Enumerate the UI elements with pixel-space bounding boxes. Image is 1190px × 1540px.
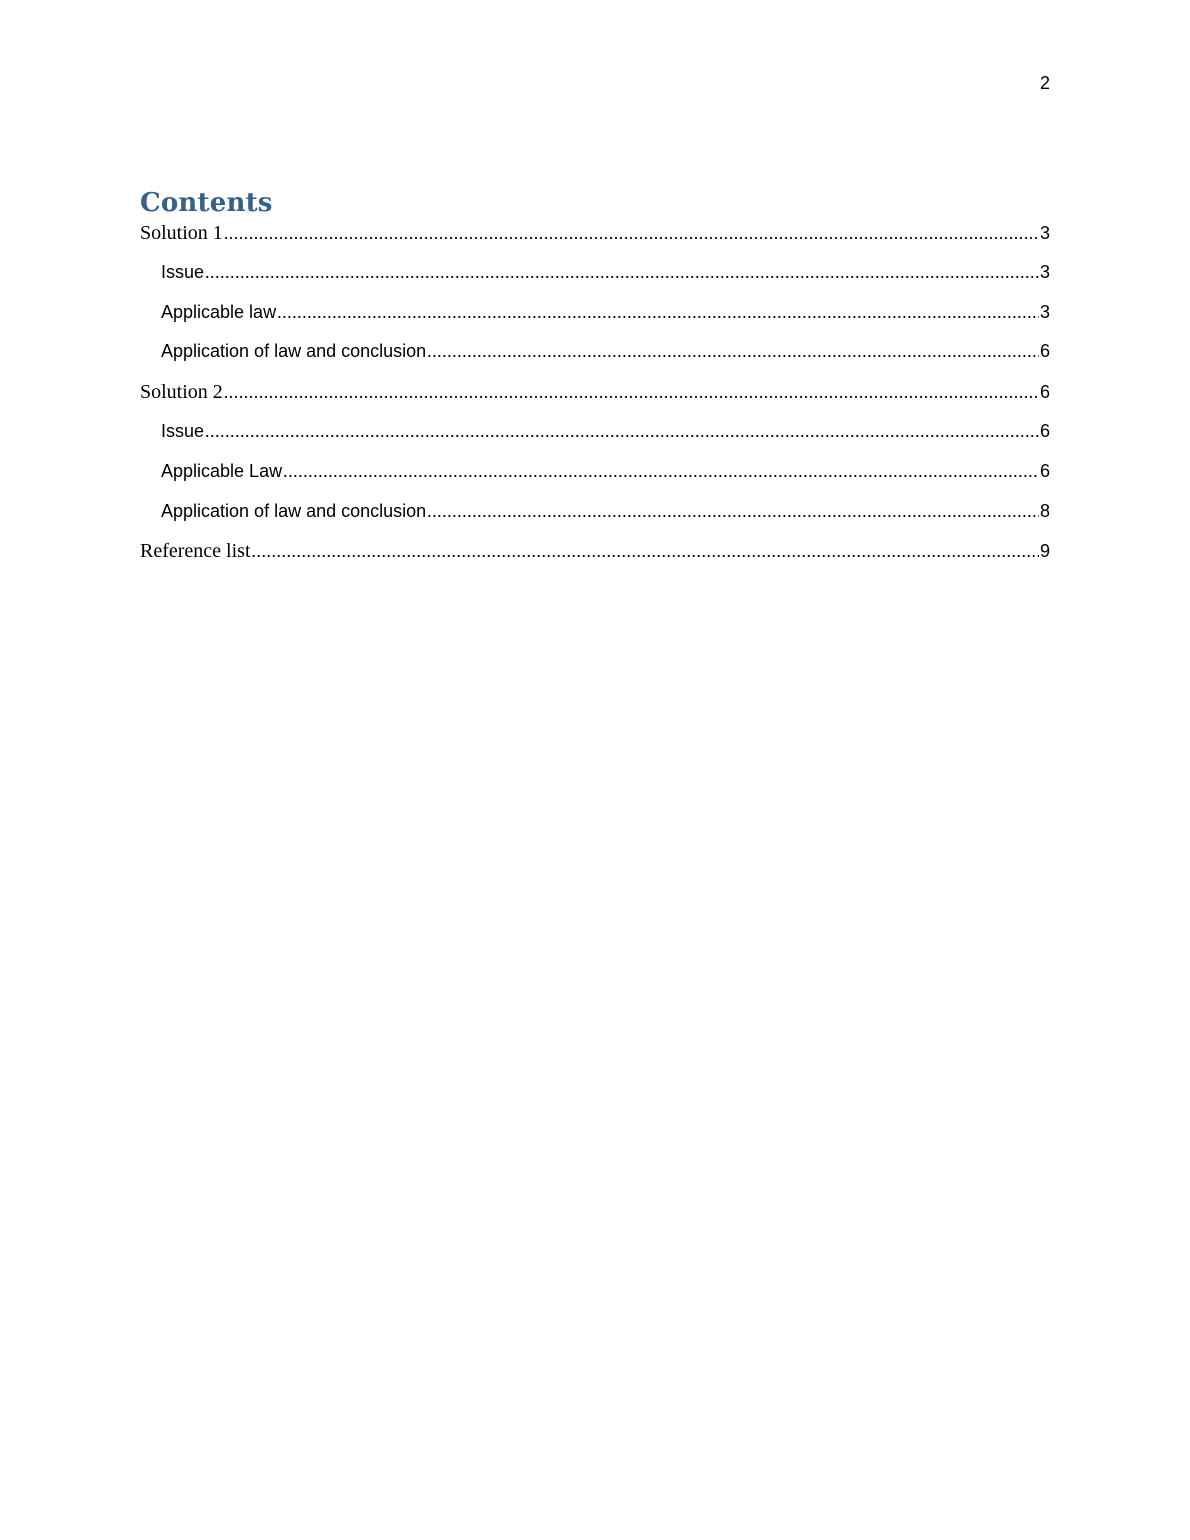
- toc-entry-label: Application of law and conclusion: [161, 341, 427, 362]
- toc-entry-solution-2[interactable]: [140, 381, 1050, 421]
- toc-entry-page: 6: [1039, 341, 1050, 362]
- toc-entry-issue-1[interactable]: [140, 262, 1050, 302]
- toc-entry-label: Applicable law: [161, 301, 277, 322]
- toc-entry-page: 3: [1039, 261, 1050, 282]
- dot-leader: [252, 541, 1039, 562]
- dot-leader: [224, 382, 1039, 403]
- toc-entry-application-1[interactable]: [140, 341, 1050, 381]
- toc-entry-page: 6: [1039, 420, 1050, 441]
- toc-entry-label: Issue: [161, 261, 205, 282]
- toc-entry-page: 8: [1039, 500, 1050, 521]
- toc-heading: Contents: [140, 188, 273, 218]
- toc-entry-reference-list[interactable]: [140, 540, 1050, 580]
- page-number: 2: [1039, 73, 1050, 93]
- toc-entry-page: 6: [1039, 382, 1050, 403]
- toc-entry-label: Reference list: [140, 540, 251, 563]
- dot-leader: [224, 223, 1039, 244]
- toc-entry-label: Solution 1: [140, 222, 223, 244]
- toc-entry-page: 9: [1039, 541, 1050, 562]
- toc-entry-solution-1[interactable]: [140, 222, 1050, 262]
- toc-entry-application-2[interactable]: [140, 501, 1050, 541]
- toc-entry-issue-2[interactable]: [140, 421, 1050, 461]
- dot-leader: [427, 501, 1039, 522]
- toc-entry-applicable-law-2[interactable]: [140, 461, 1050, 501]
- dot-leader: [205, 421, 1039, 442]
- dot-leader: [205, 262, 1039, 283]
- toc-entry-label: Issue: [161, 420, 205, 441]
- dot-leader: [427, 341, 1039, 362]
- toc-entry-page: 6: [1039, 460, 1050, 481]
- dot-leader: [283, 461, 1039, 482]
- toc-entry-label: Applicable Law: [161, 460, 283, 481]
- toc-entry-label: Application of law and conclusion: [161, 500, 427, 521]
- toc-entry-label: Solution 2: [140, 381, 223, 404]
- toc-entry-page: 3: [1039, 301, 1050, 322]
- table-of-contents: [140, 186, 1050, 580]
- toc-entry-applicable-law-1[interactable]: [140, 302, 1050, 342]
- dot-leader: [277, 302, 1039, 323]
- toc-entry-page: 3: [1039, 223, 1050, 243]
